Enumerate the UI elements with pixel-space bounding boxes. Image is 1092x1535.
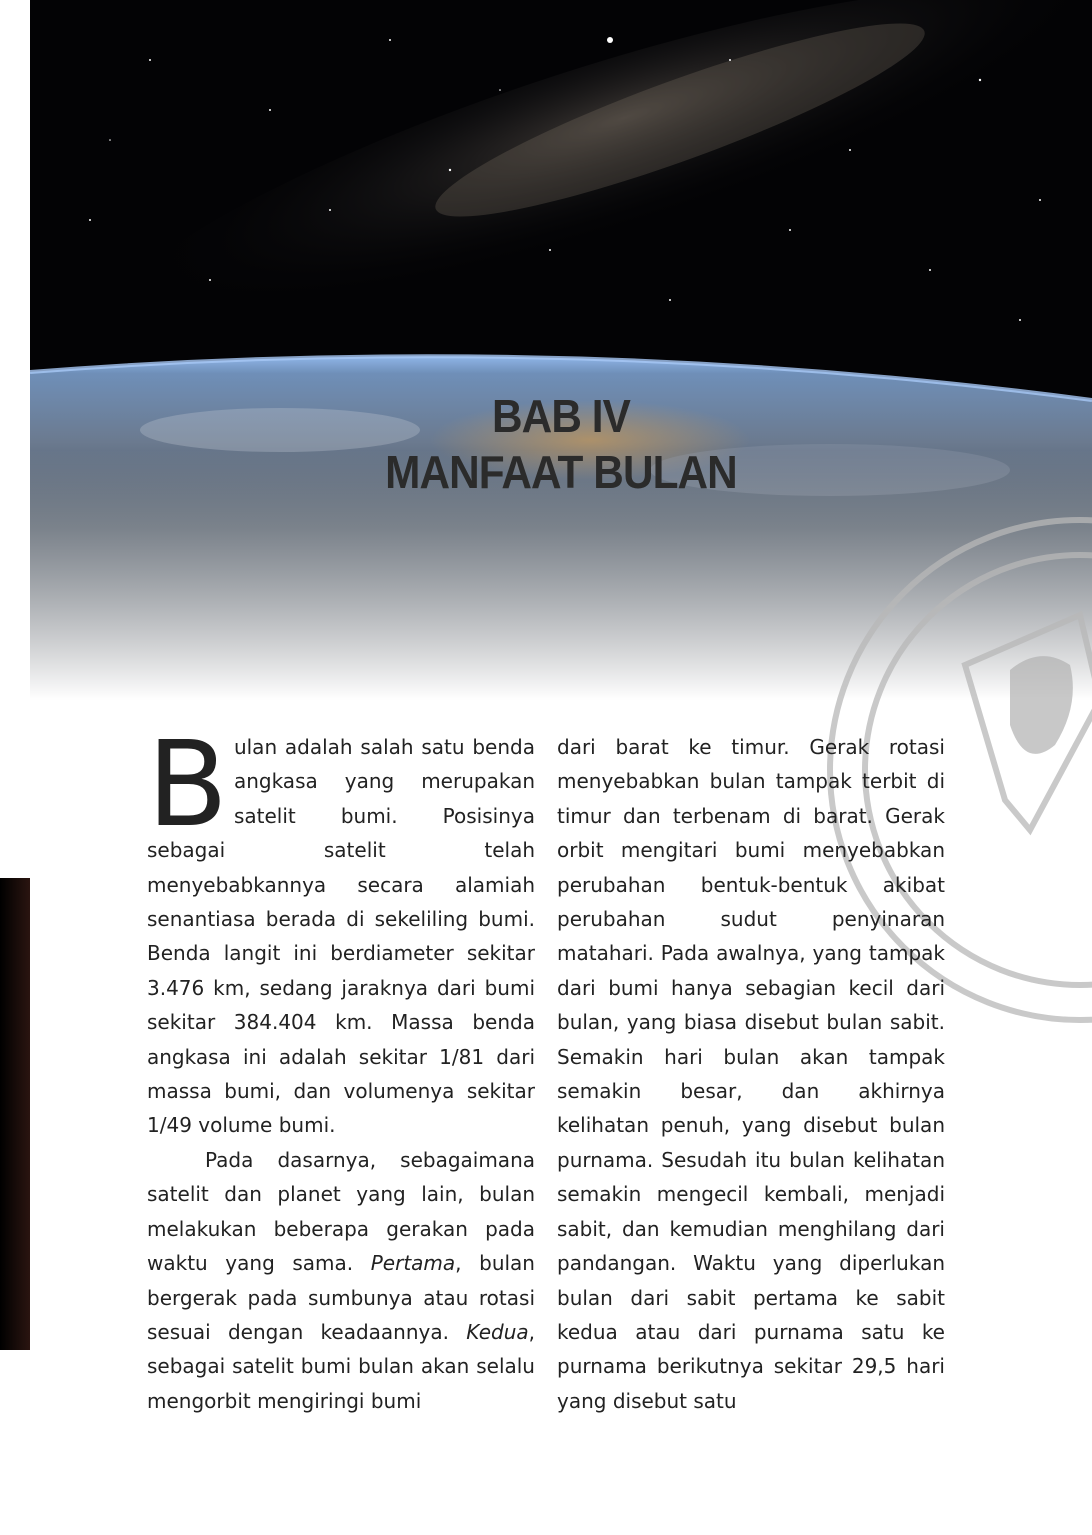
- paragraph-1-text: ulan adalah salah satu benda angkasa yang merupakan satelit bumi. Posisinya sebagai satelit telah menyebabkannya secara alamiah senantiasa berada di sekeliling bumi. Benda langit ini berdiameter sekitar 3.476 km, sedang jaraknya dari bumi sekitar 384.404 km. Massa benda angkasa ini adalah sekitar 1/81 dari massa bumi, dan volumenya sekitar 1/49 volume bumi.: [147, 735, 535, 1138]
- paragraph-2: [147, 1143, 535, 1418]
- chapter-heading: [72, 388, 1049, 500]
- paragraph-2-text-a: Pada dasarnya, sebagaimana satelit dan planet yang lain, bulan melakukan beberapa gerakan pada waktu yang sama.: [147, 1147, 535, 1276]
- paragraph-2-text-b: , bulan bergerak pada sumbunya atau rotasi sesuai dengan keadaannya.: [147, 1251, 535, 1344]
- paragraph-2-text-c: , sebagai satelit bumi bulan akan selalu mengorbit mengiringi bumi: [147, 1319, 535, 1413]
- left-column: [147, 715, 535, 1418]
- emphasis-pertama: Pertama: [370, 1251, 456, 1276]
- chapter-number: BAB IV: [492, 390, 630, 442]
- page-margin: [0, 0, 30, 700]
- left-edge-strip: [0, 878, 30, 1350]
- emphasis-kedua: Kedua: [466, 1319, 529, 1344]
- chapter-title: MANFAAT BULAN: [385, 446, 737, 498]
- paragraph-3: dari barat ke timur. Gerak rotasi menyebabkan bulan tampak terbit di timur dan terbenam di barat. Gerak orbit mengitari bumi menyebabkan perubahan bentuk-bentuk akibat perubahan sudut penyinaran matahari. Pada awalnya, yang tampak dari bumi hanya sebagian kecil dari bulan, yang biasa disebut bulan sabit. Semakin hari bulan akan tampak semakin besar, dan akhirnya kelihatan penuh, yang disebut bulan purnama. Sesudah itu bulan kelihatan semakin mengecil kembali, menjadi sabit, dan kemudian menghilang dari pandangan. Waktu yang diperlukan bulan dari sabit pertama ke sabit kedua atau dari purnama satu ke purnama berikutnya sekitar 29,5 hari yang disebut satu: [557, 735, 945, 1413]
- paragraph-1: [147, 715, 535, 1143]
- drop-cap: B: [147, 715, 228, 853]
- right-column: [557, 730, 945, 1418]
